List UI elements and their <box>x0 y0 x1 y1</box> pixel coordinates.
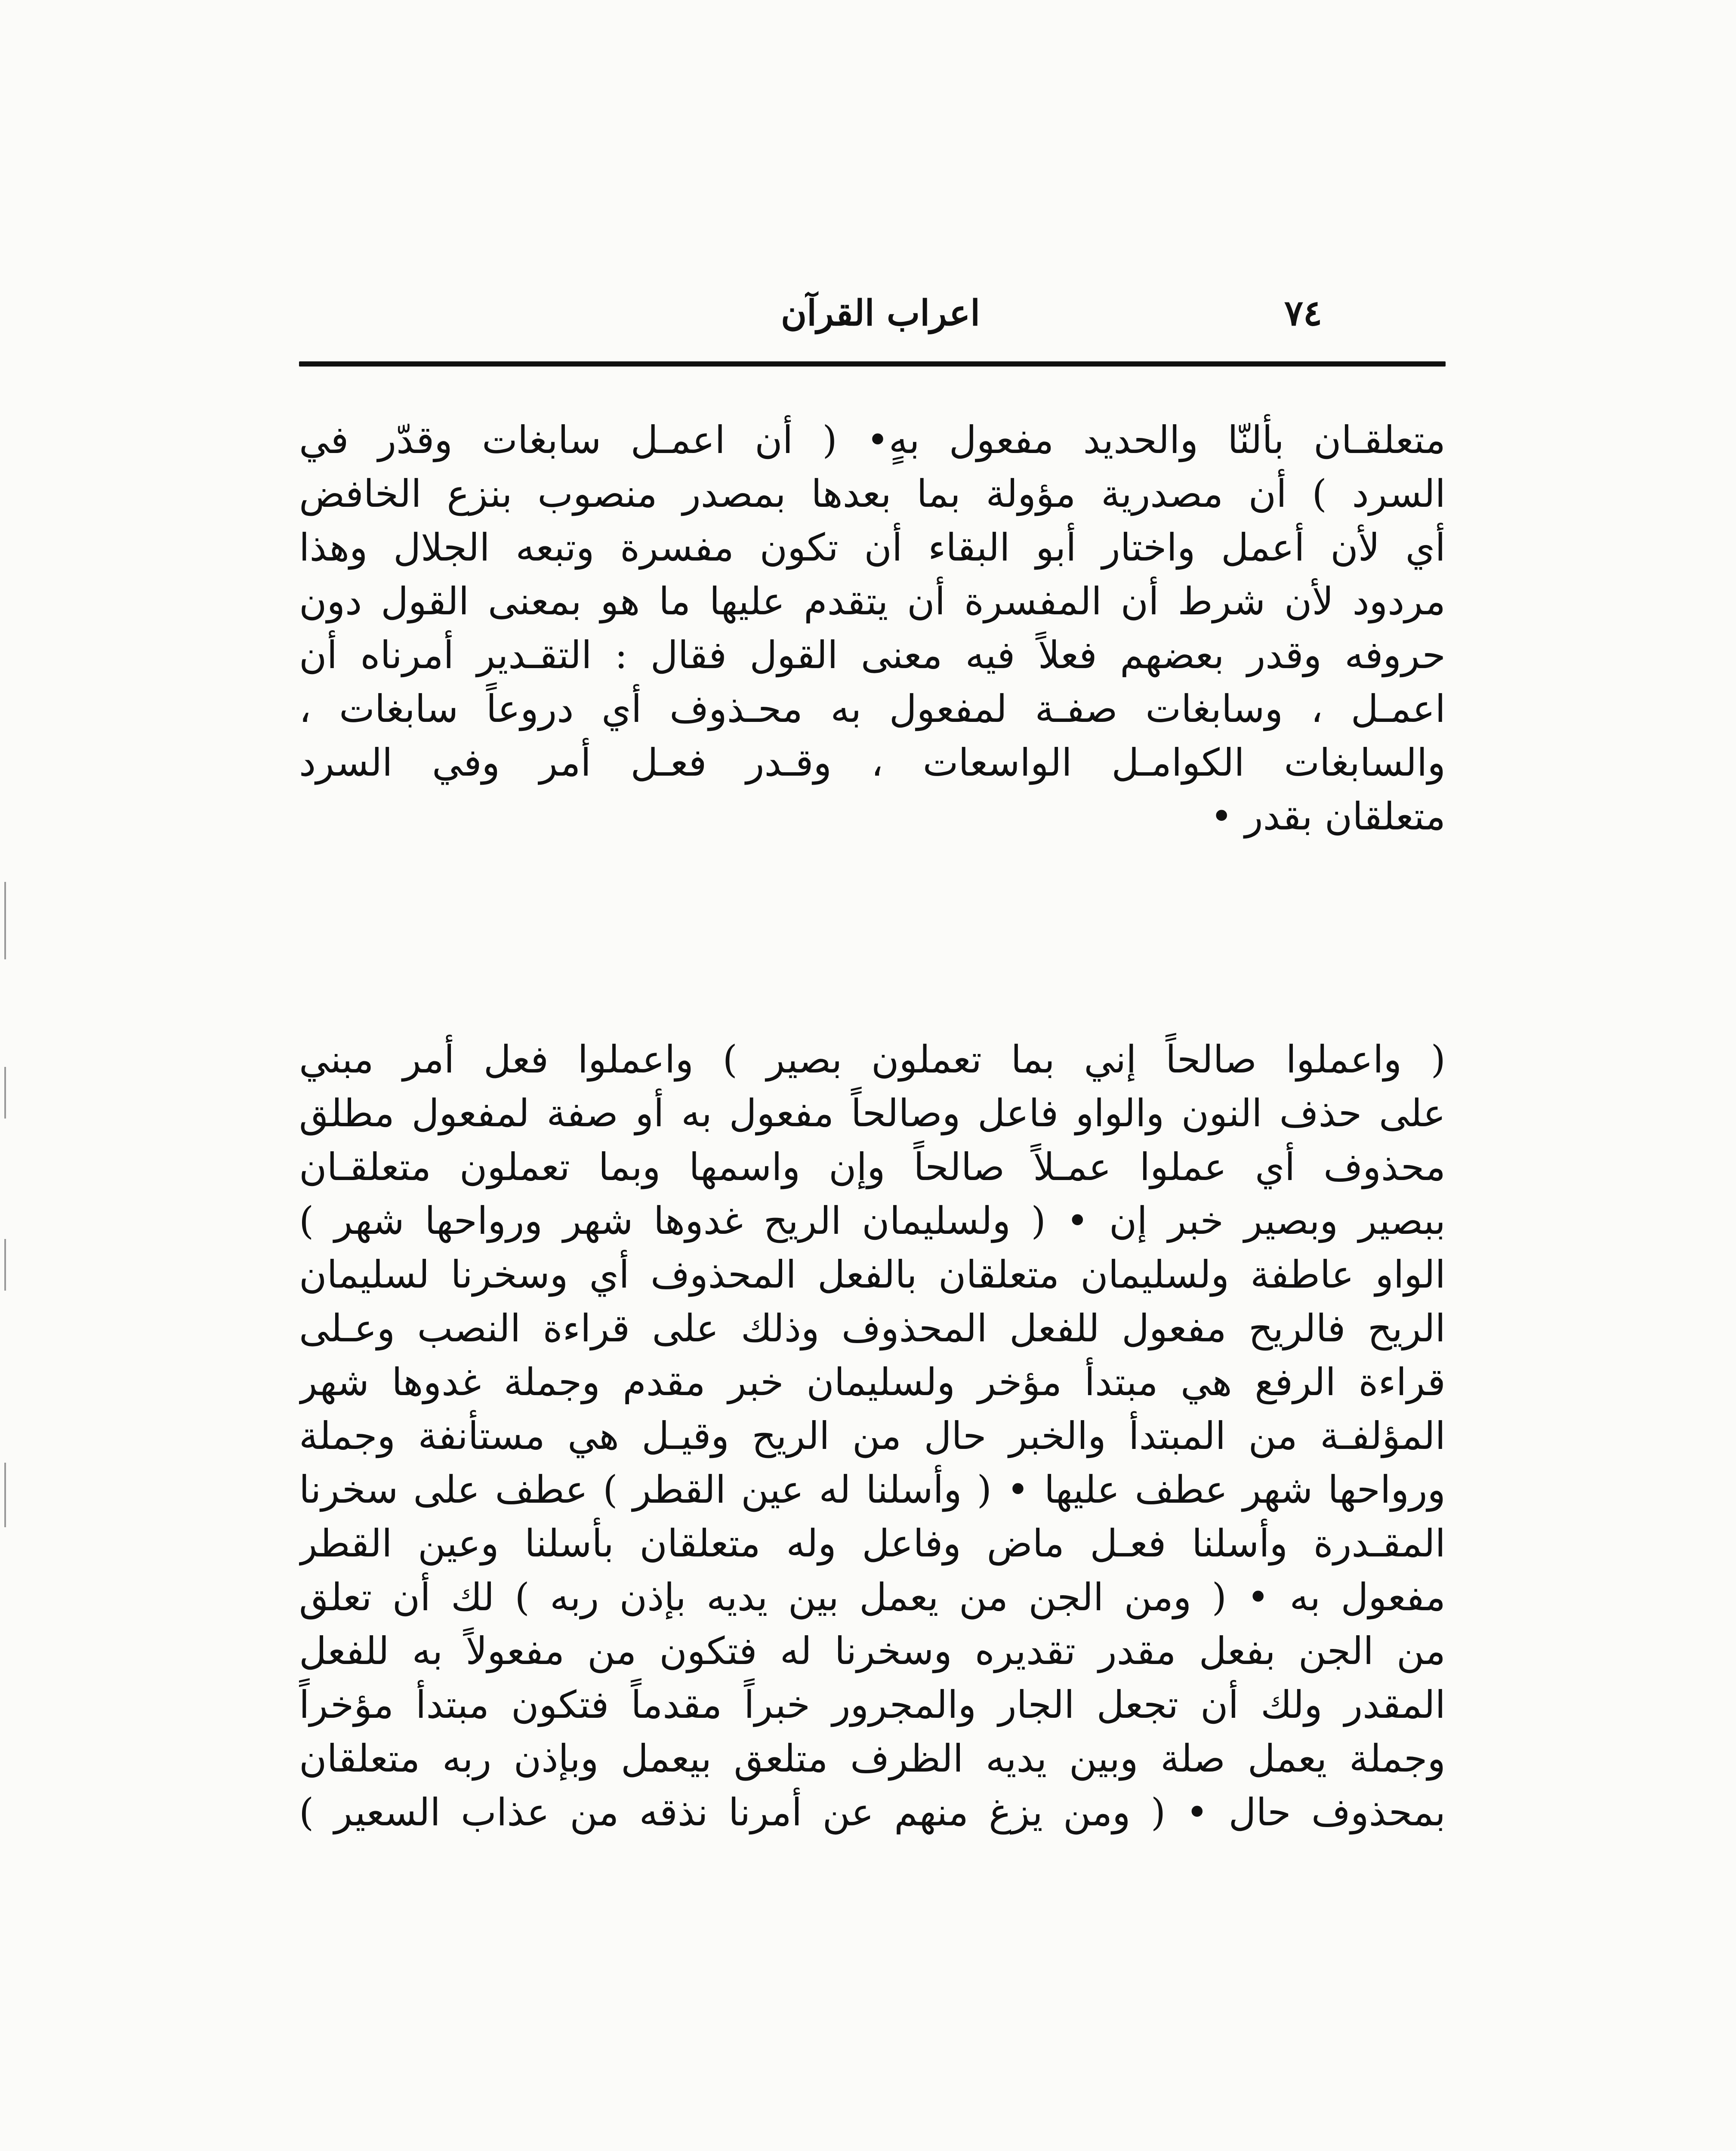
margin-scan-mark <box>4 1067 6 1119</box>
text-line: متعلقان بقدر • <box>1210 794 1446 838</box>
text-line: مفعول به • ( ومن الجن من يعمل بين يديه بإذن ربه ) لك أن تعلق <box>299 1575 1446 1619</box>
page-header <box>299 293 1446 353</box>
text-line: والسابغات الكوامـل الواسعات ، وقـدر فعـل أمر وفي السرد <box>299 740 1446 785</box>
page-number: ٧٤ <box>1284 293 1323 334</box>
body-paragraph-1 <box>299 413 1446 843</box>
text-line: اعمـل ، وسابغات صفـة لمفعول به محـذوف أي دروعاً سابغات ، <box>299 687 1446 731</box>
text-line: قراءة الرفع هي مبتدأ مؤخر ولسليمان خبر مقدم وجملة غدوها شهر <box>299 1360 1446 1404</box>
text-line: السرد ) أن مصدرية مؤولة بما بعدها بمصدر منصوب بنزع الخافض <box>299 471 1446 516</box>
text-line: الواو عاطفة ولسليمان متعلقان بالفعل المحذوف أي وسخرنا لسليمان <box>299 1252 1446 1297</box>
text-line: على حذف النون والواو فاعل وصالحاً مفعول به أو صفة لمفعول مطلق <box>299 1091 1446 1135</box>
text-line: حروفه وقدر بعضهم فعلاً فيه معنى القول فقال : التقـدير أمرناه أن <box>299 633 1446 677</box>
text-line: متعلقـان بألنّا والحديد مفعول بهٍ• ( أن اعمـل سابغات وقدّر في <box>299 418 1446 462</box>
text-line: ( واعملوا صالحاً إني بما تعملون بصير ) واعملوا فعل أمر مبني <box>299 1037 1446 1082</box>
text-line: بمحذوف حال • ( ومن يزغ منهم عن أمرنا نذقه من عذاب السعير ) <box>299 1790 1446 1834</box>
text-line: الريح فالريح مفعول للفعل المحذوف وذلك على قراءة النصب وعـلى <box>299 1306 1446 1350</box>
text-line: محذوف أي عملوا عمـلاً صالحاً وإن واسمها وبما تعملون متعلقـان <box>299 1145 1446 1189</box>
text-line: مردود لأن شرط أن المفسرة أن يتقدم عليها ما هو بمعنى القول دون <box>299 579 1446 623</box>
body-paragraph-2 <box>299 1032 1446 1839</box>
running-title: اعراب القرآن <box>781 293 980 334</box>
text-line: أي لأن أعمل واختار أبو البقاء أن تكون مفسرة وتبعه الجلال وهذا <box>299 525 1446 570</box>
text-line: المقدر ولك أن تجعل الجار والمجرور خبراً مقدماً فتكون مبتدأ مؤخراً <box>299 1683 1446 1727</box>
text-line: ورواحها شهر عطف عليها • ( وأسلنا له عين القطر ) عطف على سخرنا <box>299 1467 1446 1512</box>
text-line: المقـدرة وأسلنا فعـل ماض وفاعل وله متعلقان بأسلنا وعين القطر <box>299 1521 1446 1565</box>
margin-scan-mark <box>4 882 6 959</box>
text-line: وجملة يعمل صلة وبين يديه الظرف متلعق بيعمل وبإذن ربه متعلقان <box>299 1736 1446 1781</box>
header-rule <box>299 361 1446 367</box>
text-line: ببصير وبصير خبر إن • ( ولسليمان الريح غدوها شهر ورواحها شهر ) <box>299 1199 1446 1243</box>
text-line: المؤلفـة من المبتدأ والخبر حال من الريح وقيـل هي مستأنفة وجملة <box>299 1414 1446 1458</box>
text-line: من الجن بفعل مقدر تقديره وسخرنا له فتكون من مفعولاً به للفعل <box>299 1629 1446 1673</box>
margin-scan-mark <box>4 1463 6 1527</box>
margin-scan-mark <box>4 1239 6 1291</box>
